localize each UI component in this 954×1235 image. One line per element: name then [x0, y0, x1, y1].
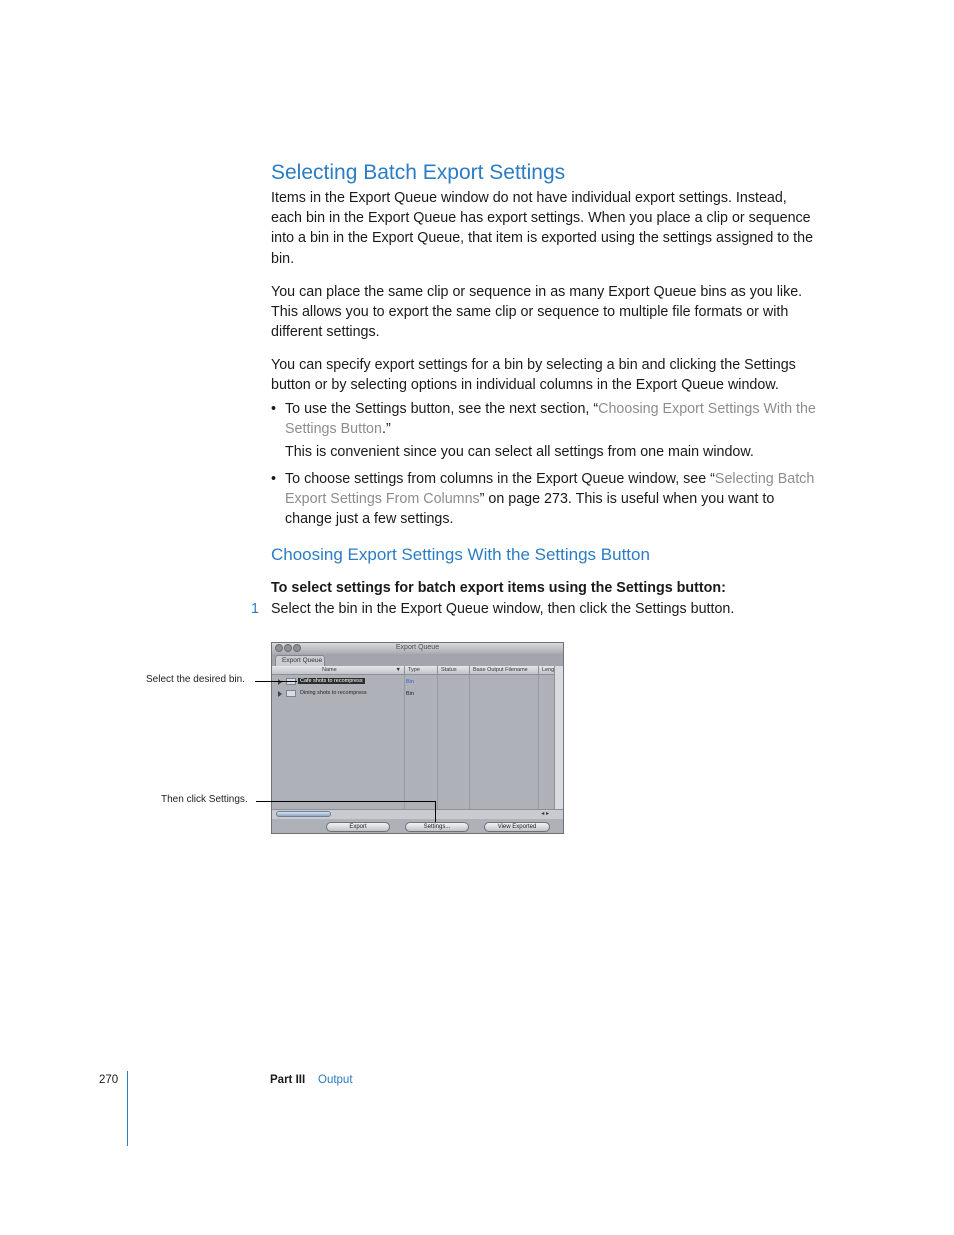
column-header-base-output-filename[interactable]: Base Output Filename — [470, 666, 539, 675]
window-titlebar — [272, 643, 563, 654]
callout-line — [435, 801, 436, 822]
column-header-name[interactable]: Name ▼ — [272, 666, 405, 675]
settings-button[interactable]: Settings... — [405, 822, 469, 832]
footer-part: Part III — [270, 1074, 306, 1086]
step-text: Select the bin in the Export Queue window, then click the Settings button. — [271, 601, 735, 617]
export-button[interactable]: Export — [326, 822, 390, 832]
table-row[interactable]: Dining shots to recompress — [300, 690, 367, 696]
step-number: 1 — [251, 601, 259, 617]
callout-line — [255, 681, 297, 682]
view-exported-button[interactable]: View Exported — [484, 822, 550, 832]
window-title: Export Queue — [395, 644, 440, 651]
paragraph-1: Items in the Export Queue window do not have individual export settings. Instead, each bin in the Export Queue has export settings. When you place a clip or sequence into a bin in the Export Queue, that item is exported using the settings assigned to the bin. — [271, 190, 814, 267]
task-title: To select settings for batch export items using the Settings button: — [271, 580, 726, 596]
horizontal-scrollbar[interactable] — [272, 809, 563, 819]
footer-rule — [127, 1071, 128, 1146]
tab-export-queue[interactable]: Export Queue — [275, 655, 325, 666]
link-selecting-batch-export[interactable]: Selecting Batch Export Settings From Columns — [285, 471, 815, 508]
bin-folder-icon — [286, 690, 296, 697]
callout-select-bin: Select the desired bin. — [146, 674, 245, 685]
row-type: Bin — [406, 679, 414, 685]
table-row[interactable]: Cafe shots to recompress — [300, 678, 363, 684]
sort-down-icon: ▼ — [395, 667, 401, 673]
column-header-length[interactable]: Leng — [539, 666, 556, 675]
paragraph-3: You can specify export settings for a bin by selecting a bin and clicking the Settings button or by selecting options in individual columns in the Export Queue window. — [271, 357, 796, 394]
column-header-status[interactable]: Status — [438, 666, 470, 675]
callout-line — [256, 801, 436, 802]
row-type: Bin — [406, 691, 414, 697]
vertical-scrollbar[interactable] — [554, 666, 563, 809]
link-choosing-export-settings[interactable]: Choosing Export Settings With the Settings Button — [285, 401, 816, 438]
export-queue-window — [271, 642, 564, 834]
subsection-heading: Choosing Export Settings With the Settings Button — [271, 545, 650, 564]
scroll-arrows-icon[interactable]: ◂ ▸ — [541, 811, 549, 817]
page-number: 270 — [99, 1074, 119, 1086]
paragraph-2: You can place the same clip or sequence in as many Export Queue bins as you like. This allows you to export the same clip or sequence to multiple file formats or with different settings. — [271, 284, 803, 341]
bullet-note: This is convenient since you can select all settings from one main window. — [285, 444, 754, 461]
scroll-thumb[interactable] — [276, 811, 331, 817]
footer-chapter-link[interactable]: Output — [318, 1074, 353, 1086]
callout-click-settings: Then click Settings. — [161, 794, 248, 805]
section-heading: Selecting Batch Export Settings — [271, 161, 566, 184]
column-header-type[interactable]: Type — [405, 666, 438, 675]
disclosure-triangle-icon[interactable] — [278, 691, 282, 697]
disclosure-triangle-icon[interactable] — [278, 679, 282, 685]
